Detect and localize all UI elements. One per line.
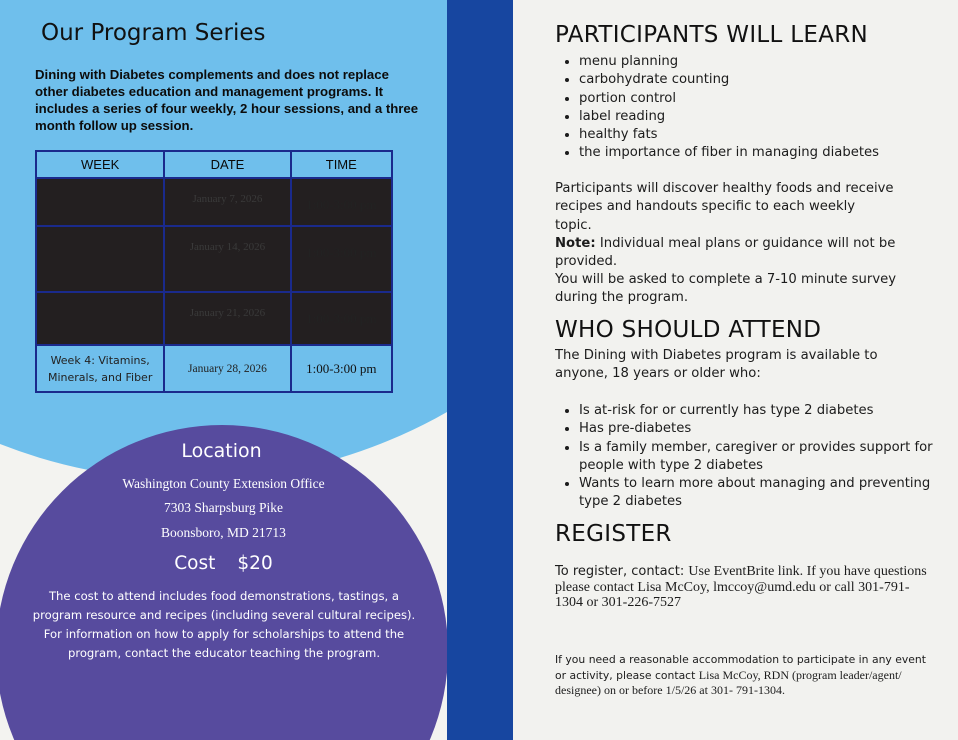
program-title: Our Program Series bbox=[41, 20, 266, 46]
table-row bbox=[36, 178, 392, 226]
note-label: Note: bbox=[555, 236, 596, 251]
cost-description: The cost to attend includes food demonstrations, tastings, a program resource and recipes (including several cultural recipes). For information on how to apply for scholarships to attend the program, contact the educator teaching the program. bbox=[32, 589, 416, 660]
register-heading: REGISTER bbox=[555, 521, 672, 547]
cost-label: Cost bbox=[174, 553, 216, 574]
session-week bbox=[36, 292, 164, 345]
location-street: 7303 Sharpsburg Pike bbox=[163, 500, 283, 515]
session-time: 1:00-3:00 pm bbox=[291, 345, 392, 392]
note-body: Individual meal plans or guidance will not be provided. bbox=[555, 236, 896, 270]
session-week bbox=[36, 178, 164, 226]
table-row bbox=[36, 292, 392, 345]
accommodation-text bbox=[555, 652, 940, 699]
session-date: January 14, 2026 bbox=[164, 226, 290, 292]
list-item: • portion control bbox=[579, 90, 879, 108]
cost-amount: $20 bbox=[237, 553, 273, 574]
location-title: Location bbox=[181, 440, 262, 462]
session-time: 1:00-3:00 pm bbox=[291, 226, 392, 292]
schedule-header-row bbox=[36, 151, 392, 178]
schedule-table bbox=[35, 150, 393, 393]
register-text bbox=[555, 564, 935, 611]
list-item: • healthy fats bbox=[579, 126, 879, 144]
discover-text: Participants will discover healthy foods and receive recipes and handouts specific to each weekly topic. bbox=[555, 181, 894, 233]
left-panel bbox=[0, 0, 447, 740]
list-item: • Is at-risk for or currently has type 2 diabetes bbox=[579, 402, 939, 420]
register-lead: To register, contact: bbox=[555, 564, 689, 579]
location-city: Boonsboro, MD 21713 bbox=[161, 525, 286, 540]
program-intro: Dining with Diabetes complements and does not replace other diabetes education and management programs. It includes a series of four weekly, 2 hour sessions, and a three month follow up session. bbox=[35, 67, 419, 133]
purple-circle bbox=[0, 425, 447, 740]
learn-heading: PARTICIPANTS WILL LEARN bbox=[555, 22, 869, 48]
accommodation-lead: If you need a reasonable accommodation to participate in any event or activity, please contact bbox=[555, 653, 926, 682]
session-date: January 21, 2026 bbox=[164, 292, 290, 345]
session-time: 1:00-3:00 pm bbox=[291, 178, 392, 226]
list-item: • menu planning bbox=[579, 53, 879, 71]
register-detail: Use EventBrite link. If you have questions please contact Lisa McCoy, lmccoy@umd.edu or call 301-791-1304 or 301-226-7527 bbox=[555, 564, 927, 610]
list-item: • the importance of fiber in managing diabetes bbox=[579, 144, 879, 162]
survey-text: You will be asked to complete a 7-10 minute survey during the program. bbox=[555, 272, 897, 306]
table-row bbox=[36, 226, 392, 292]
learn-list bbox=[555, 53, 879, 163]
center-stripe bbox=[447, 0, 513, 740]
location-name: Washington County Extension Office bbox=[122, 476, 325, 491]
session-date: January 28, 2026 bbox=[164, 345, 290, 392]
right-panel bbox=[513, 0, 958, 740]
session-week: Week 4: Vitamins, Minerals, and Fiber bbox=[36, 345, 164, 392]
note-text bbox=[555, 235, 905, 272]
accommodation-contact: Lisa McCoy, RDN (program leader/agent/ designee) on or before 1/5/26 at 301- 791-1304. bbox=[555, 667, 902, 697]
session-week bbox=[36, 226, 164, 292]
list-item: • Is a family member, caregiver or provides support for people with type 2 diabetes bbox=[579, 439, 939, 476]
list-item: • Has pre-diabetes bbox=[579, 420, 939, 438]
date-header: DATE bbox=[164, 151, 290, 178]
attend-list bbox=[555, 402, 939, 512]
list-item: • Wants to learn more about managing and preventing type 2 diabetes bbox=[579, 475, 939, 512]
time-header: TIME bbox=[291, 151, 392, 178]
session-time: 1:00-3:00 pm bbox=[291, 292, 392, 345]
list-item: • carbohydrate counting bbox=[579, 71, 879, 89]
table-row bbox=[36, 345, 392, 392]
session-date: January 7, 2026 bbox=[164, 178, 290, 226]
list-item: • label reading bbox=[579, 108, 879, 126]
attend-heading: WHO SHOULD ATTEND bbox=[555, 317, 822, 343]
attend-intro: The Dining with Diabetes program is available to anyone, 18 years or older who: bbox=[555, 348, 878, 382]
week-header: WEEK bbox=[36, 151, 164, 178]
cost-line bbox=[0, 553, 447, 574]
